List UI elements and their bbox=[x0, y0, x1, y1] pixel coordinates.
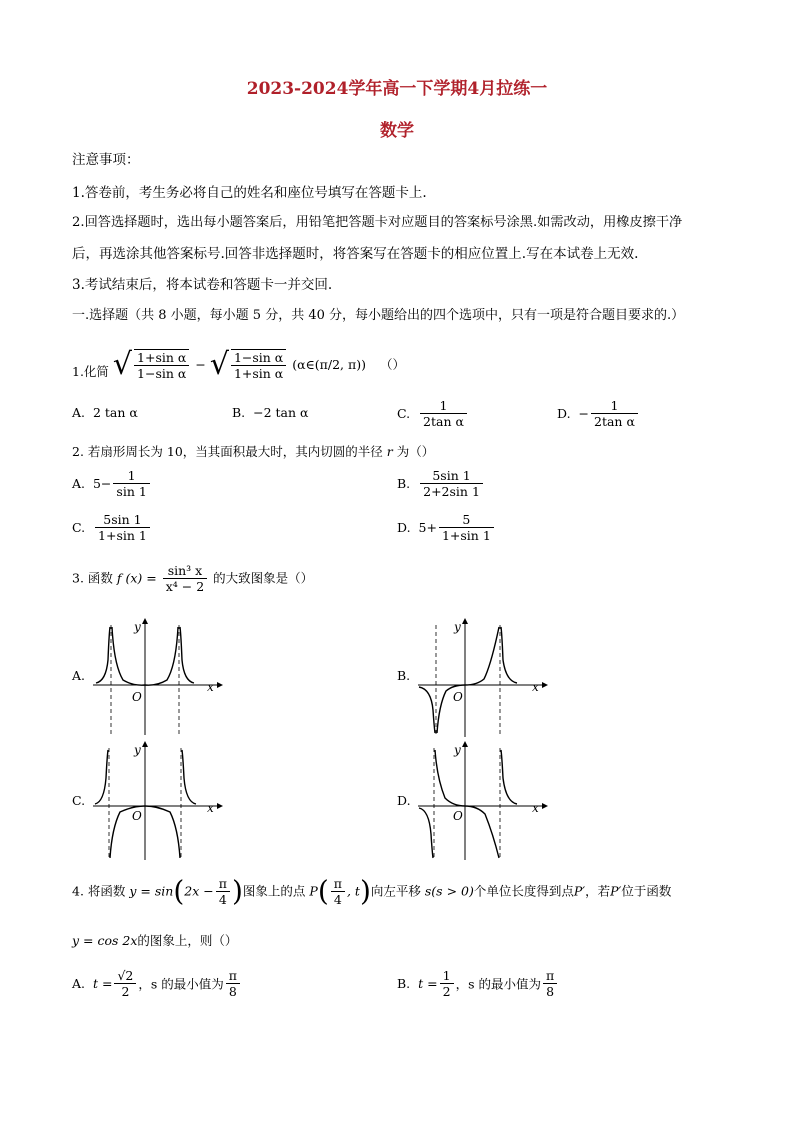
q1-num1: 1+sin α bbox=[134, 350, 189, 366]
svg-text:O: O bbox=[132, 690, 142, 704]
svg-text:y: y bbox=[454, 743, 461, 757]
svg-text:O: O bbox=[453, 809, 463, 823]
question-4: 4. 将函数 y = sin(2x − $\frac{\pi}{4}$ )图象上的点 P( $\frac{\pi}{4}$ , t)向左平移 s(s > 0)个单位长度得到点P′，若P′位于函数 bbox=[72, 874, 672, 908]
section-heading: 一.选择题（共 8 小题，每小题 5 分，共 40 分，每小题给出的四个选项中，只有一项是符合题目要求的.） bbox=[72, 308, 685, 323]
note-3: 3.考试结束后，将本试卷和答题卡一并交回. bbox=[72, 277, 333, 293]
svg-text:x: x bbox=[532, 801, 539, 815]
graph-d bbox=[413, 738, 553, 863]
graph-b-label: B. bbox=[397, 668, 411, 683]
curve-c-1 bbox=[95, 750, 108, 804]
curve-b-2 bbox=[437, 627, 499, 733]
svg-text:y: y bbox=[134, 743, 141, 757]
notes-heading: 注意事项： bbox=[72, 152, 140, 168]
curve-d-1 bbox=[419, 808, 433, 858]
q1-option-a: A. 2 tan α bbox=[72, 405, 138, 420]
q2-option-c: C. $\frac{5\sin 1}{1+\sin 1}$ bbox=[72, 512, 152, 543]
curve-a-3 bbox=[180, 627, 194, 683]
curve-b-3 bbox=[501, 627, 517, 683]
question-2: 2. 若扇形周长为 10，当其面积最大时，其内切圆的半径 r 为（） bbox=[72, 444, 435, 459]
note-2b: 后，再选涂其他答案标号.回答非选择题时，将答案写在答题卡的相应位置上.写在本试卷上无效. bbox=[72, 246, 639, 262]
svg-text:y: y bbox=[134, 620, 141, 634]
q1-num2: 1−sin α bbox=[231, 350, 286, 366]
graph-a bbox=[88, 615, 228, 740]
curve-c-3 bbox=[182, 750, 196, 804]
svg-text:x: x bbox=[532, 680, 539, 694]
q2-option-b: B. $\frac{5\sin 1}{2+2\sin 1}$ bbox=[397, 468, 485, 499]
exam-title: 2023-2024学年高一下学期4月拉练一 bbox=[246, 79, 548, 99]
question-4-cont: y = cos 2x的图象上，则（） bbox=[72, 933, 238, 948]
svg-text:O: O bbox=[453, 690, 463, 704]
q1-condition: (α∈(π/2, π)) bbox=[292, 357, 366, 372]
q1-den1: 1−sin α bbox=[137, 366, 187, 381]
q1-option-d: D. − $\frac{1}{\text{2tan α}}$ bbox=[557, 398, 640, 429]
question-1: 1.化简 √ $\frac{\text{1+sin α}}{\text{1−sin α}}$ − √ $\frac{\text{1−sin α}}{\text{1+sin α}}$ (α∈(π/2, π)) （） bbox=[72, 347, 405, 382]
q1-radical-1: √ $\frac{\text{1+sin α}}{\text{1−sin α}}$ bbox=[113, 349, 191, 381]
graph-b bbox=[413, 615, 553, 740]
subject-title: 数学 bbox=[380, 121, 414, 141]
q1-answer-paren: （） bbox=[379, 357, 405, 372]
question-3: 3. 函数 f (x) = $\frac{\text{sin³ x}}{\text{x⁴ − 2}}$ 的大致图象是（） bbox=[72, 563, 314, 594]
q1-option-c: C. $\frac{1}{\text{2tan α}}$ bbox=[397, 398, 469, 429]
q2-option-a: A. 5− $\frac{1}{\sin 1}$ bbox=[72, 468, 152, 499]
graph-c bbox=[88, 738, 228, 863]
curve-d-3 bbox=[501, 750, 517, 804]
q4-option-a: A. t = $\frac{√2}{2}$ ，s 的最小值为 $\frac{\pi}{8}$ bbox=[72, 968, 242, 999]
q1-den2: 1+sin α bbox=[233, 366, 284, 381]
svg-text:x: x bbox=[207, 801, 214, 815]
q1-prefix: 1.化简 bbox=[72, 364, 109, 379]
svg-text:y: y bbox=[454, 620, 461, 634]
curve-a-1 bbox=[96, 627, 110, 683]
graph-d-label: D. bbox=[397, 793, 411, 808]
note-1: 1.答卷前，考生务必将自己的姓名和座位号填写在答题卡上. bbox=[72, 185, 427, 201]
q2-option-d: D. 5+ $\frac{5}{1+\sin 1}$ bbox=[397, 512, 496, 543]
svg-text:x: x bbox=[207, 680, 214, 694]
svg-text:O: O bbox=[132, 809, 142, 823]
q4-option-b: B. t = $\frac{1}{2}$ ，s 的最小值为 $\frac{\pi}{8}$ bbox=[397, 968, 559, 999]
graph-c-label: C. bbox=[72, 793, 86, 808]
curve-d-2 bbox=[435, 750, 499, 858]
q1-option-b: B. −2 tan α bbox=[232, 405, 309, 420]
note-2a: 2.回答选择题时，选出每小题答案后，用铅笔把答题卡对应题目的答案标号涂黑.如需改动，用橡皮擦干净 bbox=[72, 215, 683, 230]
curve-b-1 bbox=[419, 687, 435, 733]
graph-a-label: A. bbox=[72, 668, 86, 683]
q1-radical-2: √ $\frac{\text{1−sin α}}{\text{1+sin α}}$ bbox=[210, 349, 288, 381]
